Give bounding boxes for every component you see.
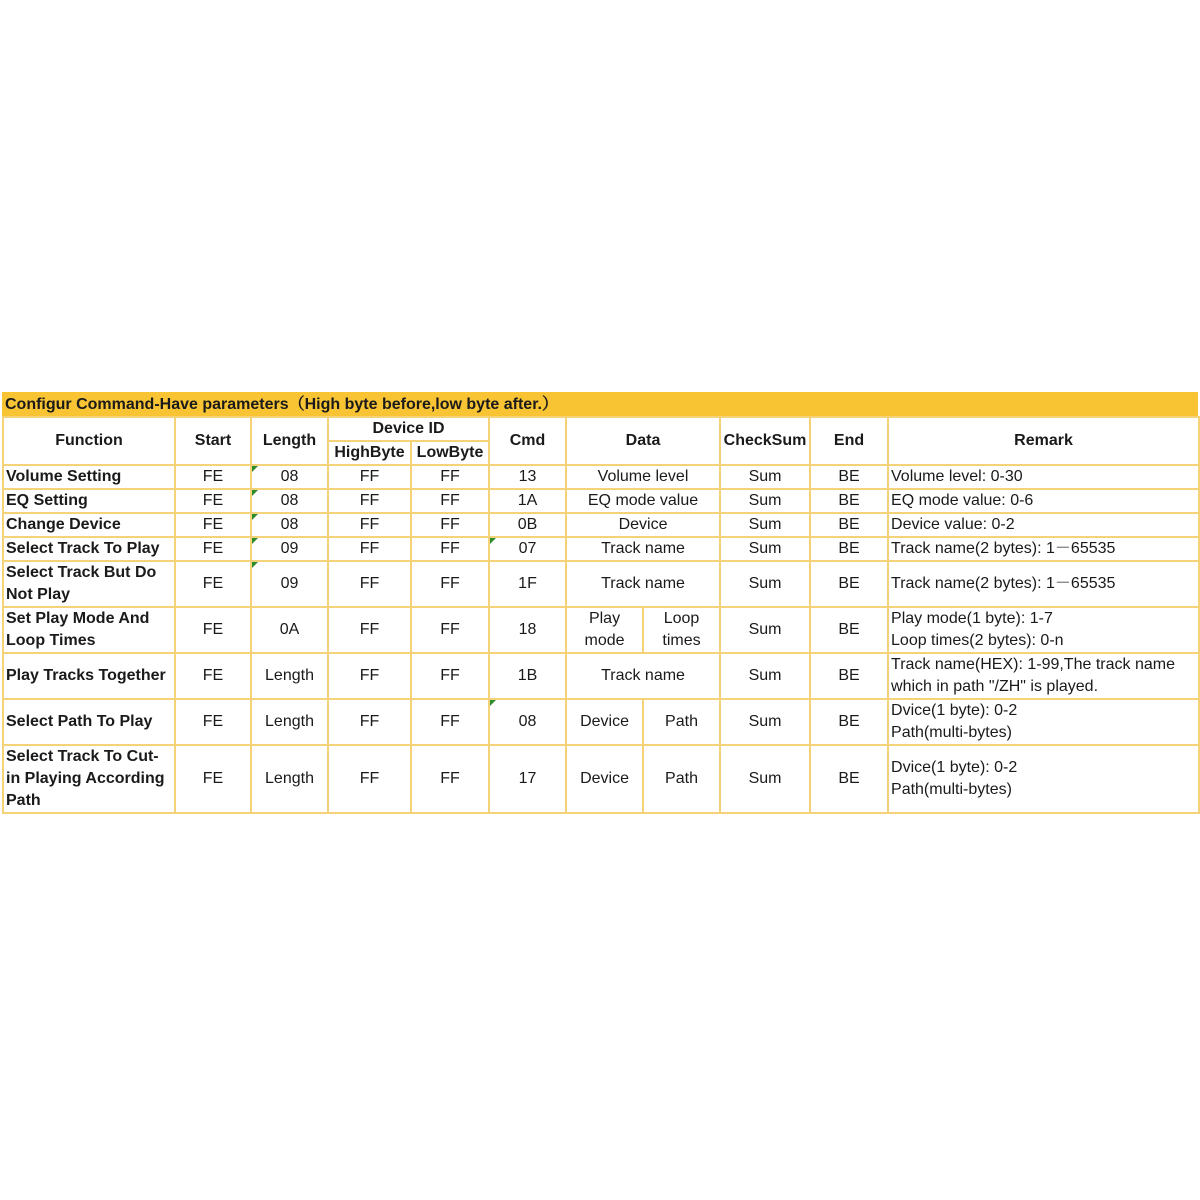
remark-line-1: Dvice(1 byte): 0-2 [891,702,1018,719]
header-high-byte: HighByte [328,441,411,465]
low-byte-cell: FF [411,513,489,537]
low-byte-cell: FF [411,537,489,561]
high-byte-cell: FF [328,561,411,607]
start-cell: FE [175,561,251,607]
cmd-cell: 0B [489,513,566,537]
low-byte-cell: FF [411,489,489,513]
start-cell: FE [175,745,251,813]
low-byte-cell: FF [411,607,489,653]
remark-line-1: Play mode(1 byte): 1-7 [891,610,1053,627]
header-end: End [810,417,888,465]
checksum-cell: Sum [720,561,810,607]
high-byte-cell: FF [328,699,411,745]
end-cell: BE [810,465,888,489]
end-cell: BE [810,537,888,561]
cmd-cell: 18 [489,607,566,653]
remark-cell [888,607,1199,653]
data-cell: Track name [566,537,720,561]
checksum-cell: Sum [720,489,810,513]
table-row [3,465,1199,489]
high-byte-cell: FF [328,465,411,489]
function-cell: Select Path To Play [3,699,175,745]
remark-cell: Device value: 0-2 [888,513,1199,537]
header-checksum: CheckSum [720,417,810,465]
header-device-id: Device ID [328,417,489,441]
cmd-cell: 13 [489,465,566,489]
table-row [3,489,1199,513]
table-row [3,561,1199,607]
low-byte-cell: FF [411,653,489,699]
header-data: Data [566,417,720,465]
length-cell: 08 [251,465,328,489]
function-cell: Select Track But Do Not Play [3,561,175,607]
start-cell: FE [175,465,251,489]
checksum-cell: Sum [720,653,810,699]
data-cell-a: Device [566,745,643,813]
checksum-cell: Sum [720,513,810,537]
cmd-cell: 1B [489,653,566,699]
start-cell: FE [175,513,251,537]
remark-cell: Track name(2 bytes): 1－65535 [888,561,1199,607]
table-row [3,537,1199,561]
length-cell: Length [251,653,328,699]
remark-line-2: Path(multi-bytes) [891,724,1012,741]
high-byte-cell: FF [328,513,411,537]
start-cell: FE [175,699,251,745]
cmd-cell: 1A [489,489,566,513]
sheet-title: Configur Command-Have parameters（High byte before,low byte after.） [2,392,1198,416]
table-row [3,513,1199,537]
remark-line-2: Loop times(2 bytes): 0-n [891,632,1064,649]
start-cell: FE [175,607,251,653]
command-sheet [2,392,1198,814]
length-cell: 08 [251,489,328,513]
header-length: Length [251,417,328,465]
table-row [3,607,1199,653]
end-cell: BE [810,513,888,537]
function-cell: Play Tracks Together [3,653,175,699]
low-byte-cell: FF [411,699,489,745]
remark-line-2: Path(multi-bytes) [891,781,1012,798]
high-byte-cell: FF [328,653,411,699]
data-cell-b: Path [643,745,720,813]
remark-cell [888,653,1199,699]
function-cell: EQ Setting [3,489,175,513]
header-cmd: Cmd [489,417,566,465]
header-remark: Remark [888,417,1199,465]
low-byte-cell: FF [411,745,489,813]
high-byte-cell: FF [328,745,411,813]
checksum-cell: Sum [720,607,810,653]
remark-cell: Volume level: 0-30 [888,465,1199,489]
function-cell: Select Track To Play [3,537,175,561]
data-cell: EQ mode value [566,489,720,513]
function-cell: Volume Setting [3,465,175,489]
high-byte-cell: FF [328,489,411,513]
length-cell: 08 [251,513,328,537]
end-cell: BE [810,561,888,607]
checksum-cell: Sum [720,537,810,561]
end-cell: BE [810,653,888,699]
end-cell: BE [810,745,888,813]
data-cell: Track name [566,653,720,699]
cmd-cell: 07 [489,537,566,561]
table-row [3,745,1199,813]
command-table [2,416,1200,814]
data-cell-a: Play mode [566,607,643,653]
length-cell: 09 [251,561,328,607]
start-cell: FE [175,653,251,699]
header-function: Function [3,417,175,465]
low-byte-cell: FF [411,561,489,607]
length-cell: 09 [251,537,328,561]
table-row [3,653,1199,699]
data-cell-b: Loop times [643,607,720,653]
remark-line-1: Track name(HEX): 1-99,The track name [891,656,1175,673]
function-cell: Change Device [3,513,175,537]
remark-cell [888,745,1199,813]
end-cell: BE [810,699,888,745]
remark-line-1: Dvice(1 byte): 0-2 [891,759,1018,776]
function-cell: Select Track To Cut-in Playing According Path [3,745,175,813]
cmd-cell: 08 [489,699,566,745]
length-cell: Length [251,699,328,745]
function-cell: Set Play Mode And Loop Times [3,607,175,653]
data-cell: Device [566,513,720,537]
checksum-cell: Sum [720,465,810,489]
header-start: Start [175,417,251,465]
end-cell: BE [810,489,888,513]
remark-cell [888,699,1199,745]
data-cell-a: Device [566,699,643,745]
data-cell-b: Path [643,699,720,745]
low-byte-cell: FF [411,465,489,489]
header-row [3,417,1199,441]
length-cell: 0A [251,607,328,653]
remark-line-2: which in path "/ZH" is played. [891,678,1099,695]
data-cell: Volume level [566,465,720,489]
end-cell: BE [810,607,888,653]
high-byte-cell: FF [328,607,411,653]
start-cell: FE [175,537,251,561]
cmd-cell: 17 [489,745,566,813]
remark-cell: EQ mode value: 0-6 [888,489,1199,513]
table-row [3,699,1199,745]
remark-cell: Track name(2 bytes): 1－65535 [888,537,1199,561]
cmd-cell: 1F [489,561,566,607]
high-byte-cell: FF [328,537,411,561]
start-cell: FE [175,489,251,513]
length-cell: Length [251,745,328,813]
header-low-byte: LowByte [411,441,489,465]
checksum-cell: Sum [720,699,810,745]
checksum-cell: Sum [720,745,810,813]
data-cell: Track name [566,561,720,607]
